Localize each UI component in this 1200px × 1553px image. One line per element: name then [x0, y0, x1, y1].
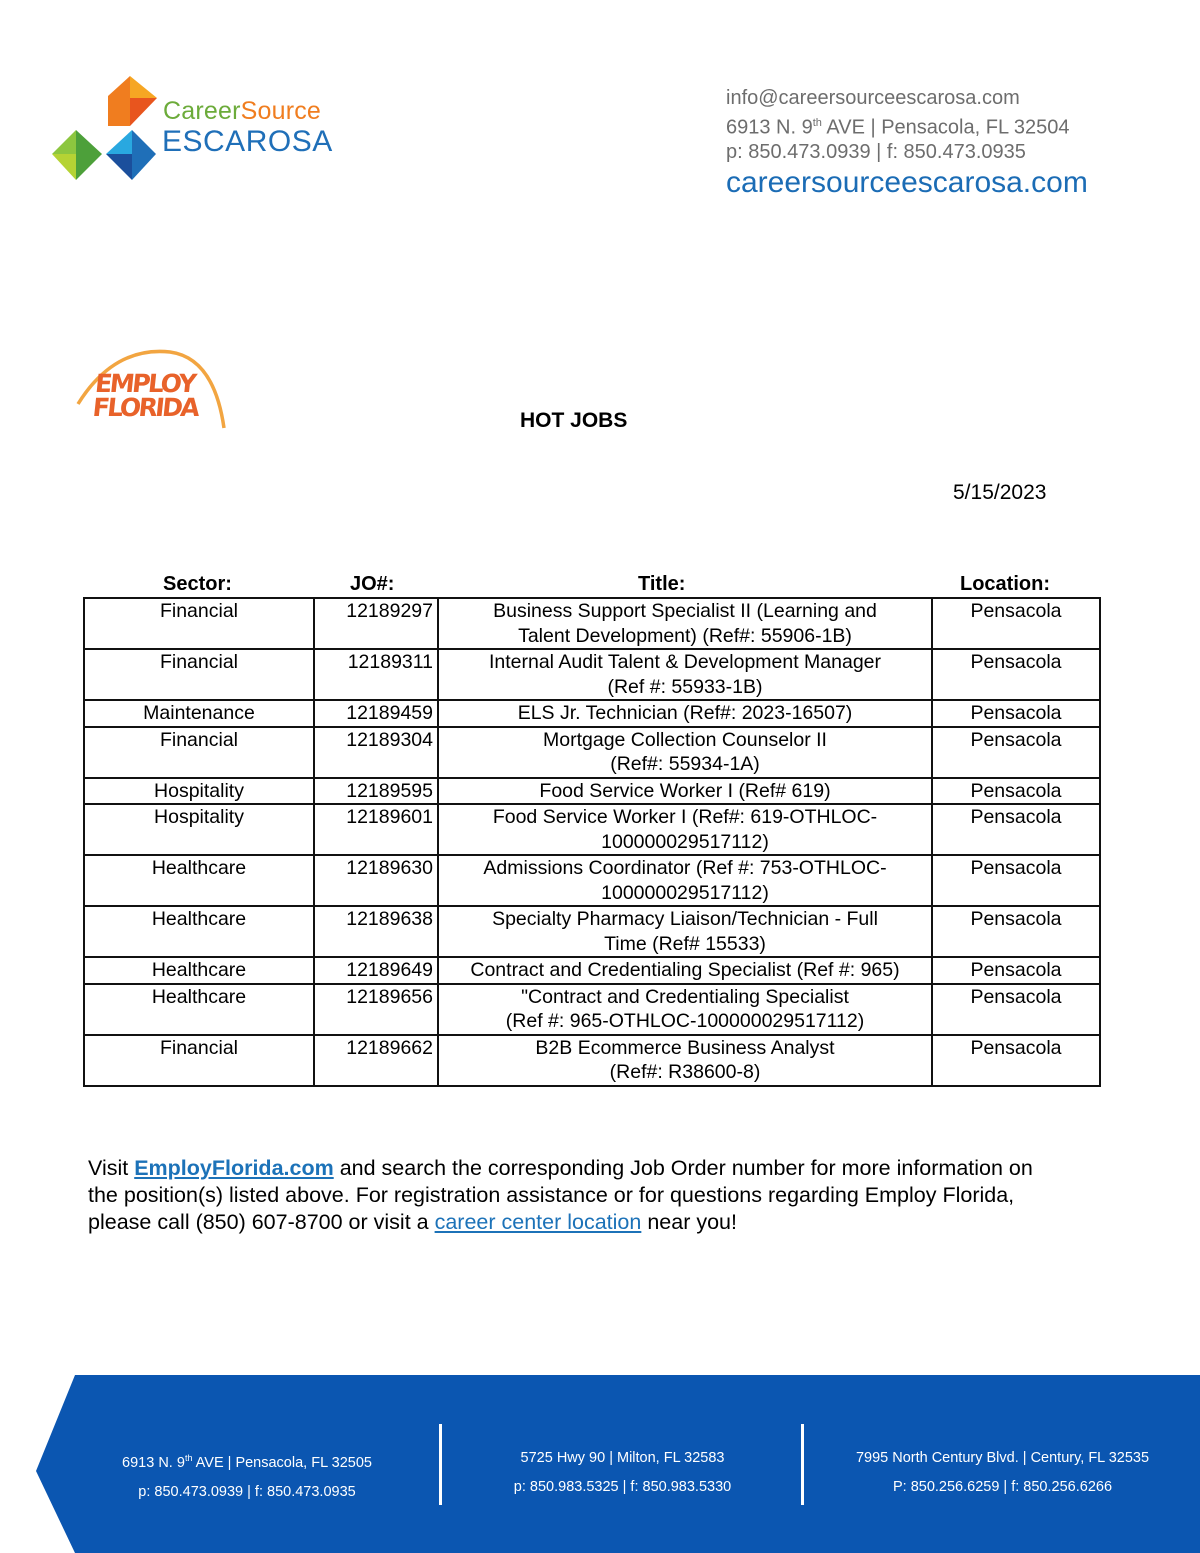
jobs-table-body — [84, 598, 1100, 1086]
cell-sector: Financial — [84, 727, 314, 778]
cell-sector: Healthcare — [84, 957, 314, 984]
cell-sector: Financial — [84, 598, 314, 649]
footer-century-address: 7995 North Century Blvd. | Century, FL 32535 — [855, 1450, 1150, 1466]
table-row — [84, 957, 1100, 984]
table-row — [84, 598, 1100, 649]
cell-location: Pensacola — [932, 778, 1100, 805]
cell-jo: 12189601 — [314, 804, 438, 855]
cell-sector: Financial — [84, 1035, 314, 1086]
footer-pensacola — [92, 1444, 402, 1507]
cell-jo: 12189304 — [314, 727, 438, 778]
cell-jo: 12189638 — [314, 906, 438, 957]
cell-title: "Contract and Credentialing Specialist (Ref #: 965-OTHLOC-100000029517112) — [438, 984, 932, 1035]
cell-location: Pensacola — [932, 957, 1100, 984]
cell-title: Specialty Pharmacy Liaison/Technician - Full Time (Ref# 15533) — [438, 906, 932, 957]
footer-century — [835, 1444, 1170, 1502]
visit-paragraph — [88, 1155, 1068, 1236]
cell-sector: Healthcare — [84, 855, 314, 906]
cell-title: ELS Jr. Technician (Ref#: 2023-16507) — [438, 700, 932, 727]
cell-sector: Hospitality — [84, 778, 314, 805]
cell-jo: 12189595 — [314, 778, 438, 805]
cell-title: Contract and Credentialing Specialist (Ref #: 965) — [438, 957, 932, 984]
page-title: HOT JOBS — [520, 409, 628, 432]
jobs-table — [83, 597, 1101, 1087]
cell-title: Food Service Worker I (Ref# 619) — [438, 778, 932, 805]
header-jo: JO#: — [350, 573, 395, 595]
header-website-link[interactable]: careersourceescarosa.com — [726, 166, 1088, 200]
table-row — [84, 1035, 1100, 1086]
cell-sector: Maintenance — [84, 700, 314, 727]
header-address-post: AVE | Pensacola, FL 32504 — [821, 116, 1070, 139]
cell-location: Pensacola — [932, 598, 1100, 649]
cell-jo: 12189297 — [314, 598, 438, 649]
cell-location: Pensacola — [932, 649, 1100, 700]
visit-text-mid: and search the corresponding Job Order number for more information on the position(s) listed above. For registration assistance or for questions regarding Employ Florida, please call (850) 607-8700 or visit a — [88, 1156, 1033, 1234]
cell-title: B2B Ecommerce Business Analyst (Ref#: R38600-8) — [438, 1035, 932, 1086]
table-row — [84, 778, 1100, 805]
footer-pensacola-address-post: AVE | Pensacola, FL 32505 — [192, 1454, 372, 1471]
visit-text-post: near you! — [641, 1210, 737, 1234]
logo-text-source: Source — [240, 97, 322, 125]
logo-text-careersource — [163, 97, 321, 126]
cell-sector: Hospitality — [84, 804, 314, 855]
cell-location: Pensacola — [932, 1035, 1100, 1086]
footer-milton-address: 5725 Hwy 90 | Milton, FL 32583 — [520, 1450, 725, 1466]
header-email[interactable]: info@careersourceescarosa.com — [726, 87, 1020, 109]
footer-pensacola-address — [92, 1444, 402, 1478]
footer-century-phone: P: 850.256.6259 | f: 850.256.6266 — [892, 1479, 1113, 1495]
footer-pensacola-address-pre: 6913 N. 9 — [122, 1454, 185, 1471]
logo-diamonds-graphic — [50, 72, 162, 184]
footer-pensacola-address-sup: th — [184, 1453, 193, 1463]
table-row — [84, 700, 1100, 727]
header-address — [726, 111, 1088, 140]
cell-title: Internal Audit Talent & Development Manager (Ref #: 55933-1B) — [438, 649, 932, 700]
visit-text-pre: Visit — [88, 1156, 135, 1180]
table-row — [84, 906, 1100, 957]
cell-location: Pensacola — [932, 727, 1100, 778]
careersource-escarosa-logo — [50, 72, 350, 184]
footer-divider — [801, 1424, 804, 1505]
cell-jo: 12189656 — [314, 984, 438, 1035]
cell-sector: Financial — [84, 649, 314, 700]
cell-sector: Healthcare — [84, 984, 314, 1035]
date: 5/15/2023 — [953, 481, 1047, 504]
header-contact — [726, 86, 1088, 202]
cell-title: Admissions Coordinator (Ref #: 753-OTHLOC- 100000029517112) — [438, 855, 932, 906]
footer-milton — [470, 1444, 775, 1502]
cell-jo: 12189630 — [314, 855, 438, 906]
cell-jo: 12189662 — [314, 1035, 438, 1086]
cell-title: Food Service Worker I (Ref#: 619-OTHLOC- 100000029517112) — [438, 804, 932, 855]
table-row — [84, 855, 1100, 906]
career-center-location-link[interactable]: career center location — [434, 1210, 642, 1234]
cell-sector: Healthcare — [84, 906, 314, 957]
header-address-pre: 6913 N. 9 — [726, 116, 813, 139]
cell-location: Pensacola — [932, 700, 1100, 727]
table-row — [84, 649, 1100, 700]
footer-milton-phone: p: 850.983.5325 | f: 850.983.5330 — [513, 1479, 732, 1495]
header-address-sup: th — [812, 116, 822, 129]
header-phone-fax: p: 850.473.0939 | f: 850.473.0935 — [726, 140, 1026, 163]
header-location: Location: — [960, 573, 1050, 595]
cell-location: Pensacola — [932, 855, 1100, 906]
table-row — [84, 984, 1100, 1035]
footer-pensacola-phone: p: 850.473.0939 | f: 850.473.0935 — [138, 1483, 356, 1500]
cell-jo: 12189649 — [314, 957, 438, 984]
table-row — [84, 727, 1100, 778]
cell-location: Pensacola — [932, 906, 1100, 957]
employ-florida-logo-text: EMPLOY FLORIDA — [91, 369, 199, 422]
header-sector: Sector: — [163, 573, 232, 595]
employflorida-link[interactable]: EmployFlorida.com — [134, 1156, 334, 1180]
logo-text-escarosa: ESCAROSA — [162, 125, 333, 158]
cell-title: Business Support Specialist II (Learning and Talent Development) (Ref#: 55906-1B) — [438, 598, 932, 649]
cell-jo: 12189311 — [314, 649, 438, 700]
cell-jo: 12189459 — [314, 700, 438, 727]
cell-location: Pensacola — [932, 804, 1100, 855]
logo-text-career: Career — [163, 97, 241, 125]
table-row — [84, 804, 1100, 855]
cell-location: Pensacola — [932, 984, 1100, 1035]
footer-divider — [439, 1424, 442, 1505]
cell-title: Mortgage Collection Counselor II (Ref#: 55934-1A) — [438, 727, 932, 778]
employ-florida-logo — [74, 346, 230, 432]
header-title: Title: — [638, 573, 686, 595]
